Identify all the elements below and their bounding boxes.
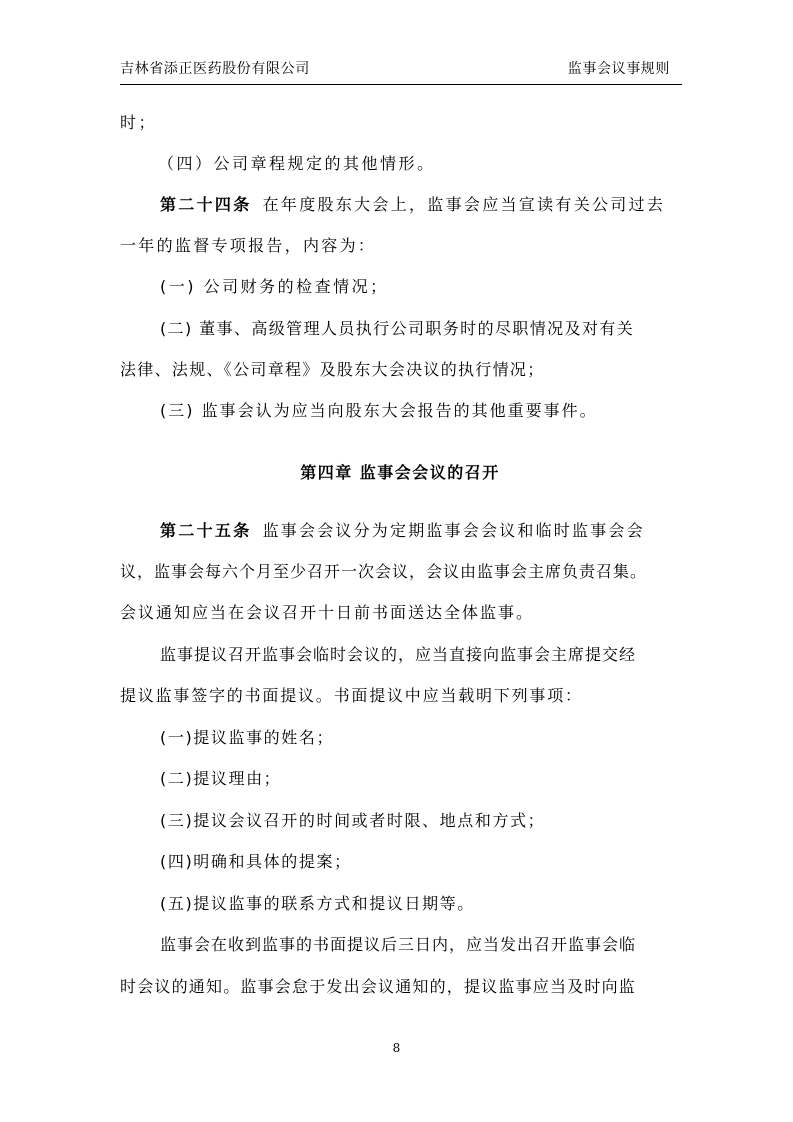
body-line: 法律、法规、《公司章程》及股东大会决议的执行情况； xyxy=(120,360,545,379)
list-item: (三)提议会议召开的时间或者时限、地点和方式； xyxy=(160,811,546,830)
list-item: (一)提议监事的姓名； xyxy=(160,728,335,747)
article-text: 监事会会议分为定期监事会会议和临时监事会会 xyxy=(262,521,645,540)
header-divider xyxy=(120,84,682,85)
body-line: 一年的监督专项报告，内容为： xyxy=(120,236,377,255)
body-line: 时； xyxy=(120,113,158,132)
page-number: 8 xyxy=(392,1041,401,1055)
header-company-name: 吉林省添正医药股份有限公司 xyxy=(120,61,310,77)
body-line: 监事提议召开监事会临时会议的，应当直接向监事会主席提交经 xyxy=(160,645,637,664)
list-item: (三) 监事会认为应当向股东大会报告的其他重要事件。 xyxy=(160,401,598,420)
article-number: 第二十五条 xyxy=(160,521,252,540)
header-document-title: 监事会议事规则 xyxy=(567,61,670,77)
list-item: (五)提议监事的联系方式和提议日期等。 xyxy=(160,894,475,913)
list-item: (二) 董事、高级管理人员执行公司职务时的尽职情况及对有关 xyxy=(160,319,635,338)
article-number: 第二十四条 xyxy=(160,195,252,214)
list-item: (四)明确和具体的提案； xyxy=(160,852,352,871)
article-line xyxy=(160,194,720,216)
body-line: （四）公司章程规定的其他情形。 xyxy=(158,154,436,173)
body-line: 监事会在收到监事的书面提议后三日内，应当发出召开监事会临 xyxy=(160,935,637,954)
page-header xyxy=(120,60,682,84)
article-text: 在年度股东大会上，监事会应当宣读有关公司过去 xyxy=(262,195,666,214)
list-item: (二)提议理由； xyxy=(160,769,282,788)
body-line: 会议通知应当在会议召开十日前书面送达全体监事。 xyxy=(120,603,535,622)
list-item: (一) 公司财务的检查情况； xyxy=(160,277,389,296)
body-line: 提议监事签字的书面提议。书面提议中应当载明下列事项： xyxy=(120,686,583,705)
body-line: 议，监事会每六个月至少召开一次会议，会议由监事会主席负责召集。 xyxy=(120,562,648,581)
chapter-heading: 第四章 监事会会议的召开 xyxy=(300,463,500,482)
body-line: 时会议的通知。监事会怠于发出会议通知的，提议监事应当及时向监 xyxy=(120,977,637,996)
article-line xyxy=(160,520,720,542)
